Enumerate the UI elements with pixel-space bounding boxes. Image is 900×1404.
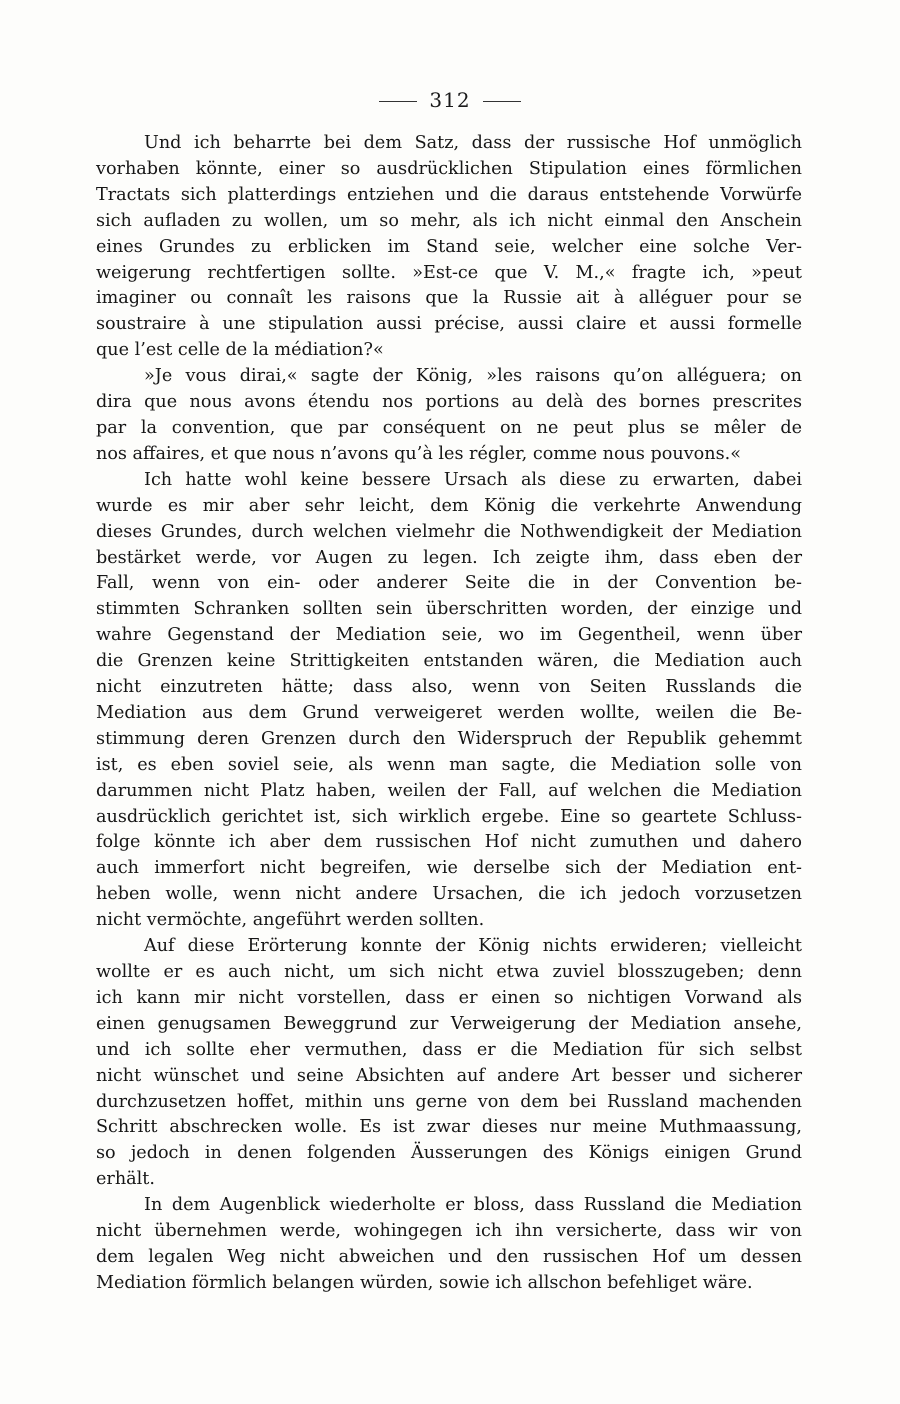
text-line: wollte er es auch nicht, um sich nicht etwa zuviel blosszugeben; denn (96, 962, 802, 982)
text-line: Fall, wenn von ein- oder anderer Seite die in der Convention be- (96, 573, 802, 594)
paragraph (96, 1193, 802, 1297)
page-header (0, 88, 900, 112)
header-rule-left (379, 101, 417, 102)
text-line: nicht wünschet und seine Absichten auf andere Art besser und sicherer (96, 1065, 802, 1086)
text-line: imaginer ou connaît les raisons que la Russie ait à alléguer pour se (96, 288, 802, 309)
text-line: nicht übernehmen werde, wohingegen ich ihn versicherte, dass wir von (96, 1221, 802, 1242)
text-line: heben wolle, wenn nicht andere Ursachen, die ich jedoch vorzusetzen (96, 884, 802, 905)
text-line: vorhaben könnte, einer so ausdrücklichen Stipulation eines förmlichen (96, 158, 802, 179)
text-line: dira que nous avons étendu nos portions au delà des bornes prescrites (96, 392, 802, 413)
text-line: einen genugsamen Beweggrund zur Verweigerung der Mediation ansehe, (96, 1013, 802, 1034)
text-line: soustraire à une stipulation aussi précise, aussi claire et aussi formelle (96, 314, 802, 335)
text-line: sich aufladen zu wollen, um so mehr, als ich nicht einmal den Anschein (96, 210, 802, 231)
text-line: dieses Grundes, durch welchen vielmehr die Nothwendigkeit der Mediation (96, 521, 802, 542)
text-line: folge könnte ich aber dem russischen Hof nicht zumuthen und dahero (96, 832, 802, 853)
text-line: und ich sollte eher vermuthen, dass er die Mediation für sich selbst (96, 1039, 802, 1060)
text-line: durchzusetzen hoffet, mithin uns gerne von dem bei Russland machenden (96, 1091, 802, 1112)
paragraph (96, 364, 802, 468)
text-line: stimmten Schranken sollten sein überschritten worden, der einzige und (96, 599, 802, 620)
text-line: dem legalen Weg nicht abweichen und den russischen Hof um dessen (96, 1246, 802, 1267)
text-line: weigerung rechtfertigen sollte. »Est-ce que V. M.,« fragte ich, »peut (96, 262, 802, 283)
text-line: Ich hatte wohl keine bessere Ursach als diese zu erwarten, dabei (144, 469, 802, 490)
text-line: Und ich beharrte bei dem Satz, dass der russische Hof unmöglich (144, 133, 802, 153)
page-number: 312 (429, 88, 471, 112)
text-line: »Je vous dirai,« sagte der König, »les raisons qu’on alléguera; on (144, 366, 802, 387)
header-rule-right (483, 101, 521, 102)
text-line: Schritt abschrecken wolle. Es ist zwar dieses nur meine Muthmaassung, (96, 1117, 802, 1138)
text-line: nos affaires, et que nous n’avons qu’à les régler, comme nous pouvons.« (96, 443, 741, 464)
paragraph (96, 131, 802, 364)
text-line: nicht vermöchte, angeführt werden sollten. (96, 910, 485, 931)
text-line: Auf diese Erörterung konnte der König nichts erwideren; vielleicht (144, 936, 802, 957)
text-line: bestärket werde, vor Augen zu legen. Ich zeigte ihm, dass eben der (96, 547, 802, 568)
text-line: par la convention, que par conséquent on ne peut plus se mêler de (96, 417, 802, 438)
text-line: que l’est celle de la médiation?« (96, 340, 384, 361)
text-line: nicht einzutreten hätte; dass also, wenn von Seiten Russlands die (96, 677, 802, 698)
text-line: auch immerfort nicht begreifen, wie derselbe sich der Mediation ent- (96, 858, 802, 879)
text-line: ich kann mir nicht vorstellen, dass er einen so nichtigen Vorwand als (96, 987, 802, 1008)
text-line: Tractats sich platterdings entziehen und die daraus entstehende Vorwürfe (96, 184, 802, 205)
text-line: wahre Gegenstand der Mediation seie, wo im Gegentheil, wenn über (96, 625, 802, 646)
body-text (96, 131, 802, 1297)
text-line: eines Grundes zu erblicken im Stand seie, welcher eine solche Ver- (96, 236, 802, 257)
text-line: ausdrücklich gerichtet ist, sich wirklich ergebe. Eine so geartete Schluss- (96, 806, 802, 827)
text-line: darummen nicht Platz haben, weilen der Fall, auf welchen die Mediation (96, 780, 802, 801)
text-line: In dem Augenblick wiederholte er bloss, dass Russland die Mediation (144, 1195, 802, 1216)
text-line: so jedoch in denen folgenden Äusserungen des Königs einigen Grund (96, 1143, 802, 1164)
text-line: Mediation förmlich belangen würden, sowie ich allschon befehliget wäre. (96, 1272, 753, 1293)
text-line: wurde es mir aber sehr leicht, dem König die verkehrte Anwendung (96, 495, 802, 516)
text-line: ist, es eben soviel seie, als wenn man sagte, die Mediation solle von (96, 754, 802, 775)
text-line: Mediation aus dem Grund verweigeret werden wollte, weilen die Be- (96, 702, 802, 723)
text-line: erhält. (96, 1169, 155, 1190)
text-line: die Grenzen keine Strittigkeiten entstanden wären, die Mediation auch (96, 651, 802, 672)
paragraph (96, 934, 802, 1193)
paragraph (96, 468, 802, 934)
text-line: stimmung deren Grenzen durch den Widerspruch der Republik gehemmt (96, 728, 802, 749)
